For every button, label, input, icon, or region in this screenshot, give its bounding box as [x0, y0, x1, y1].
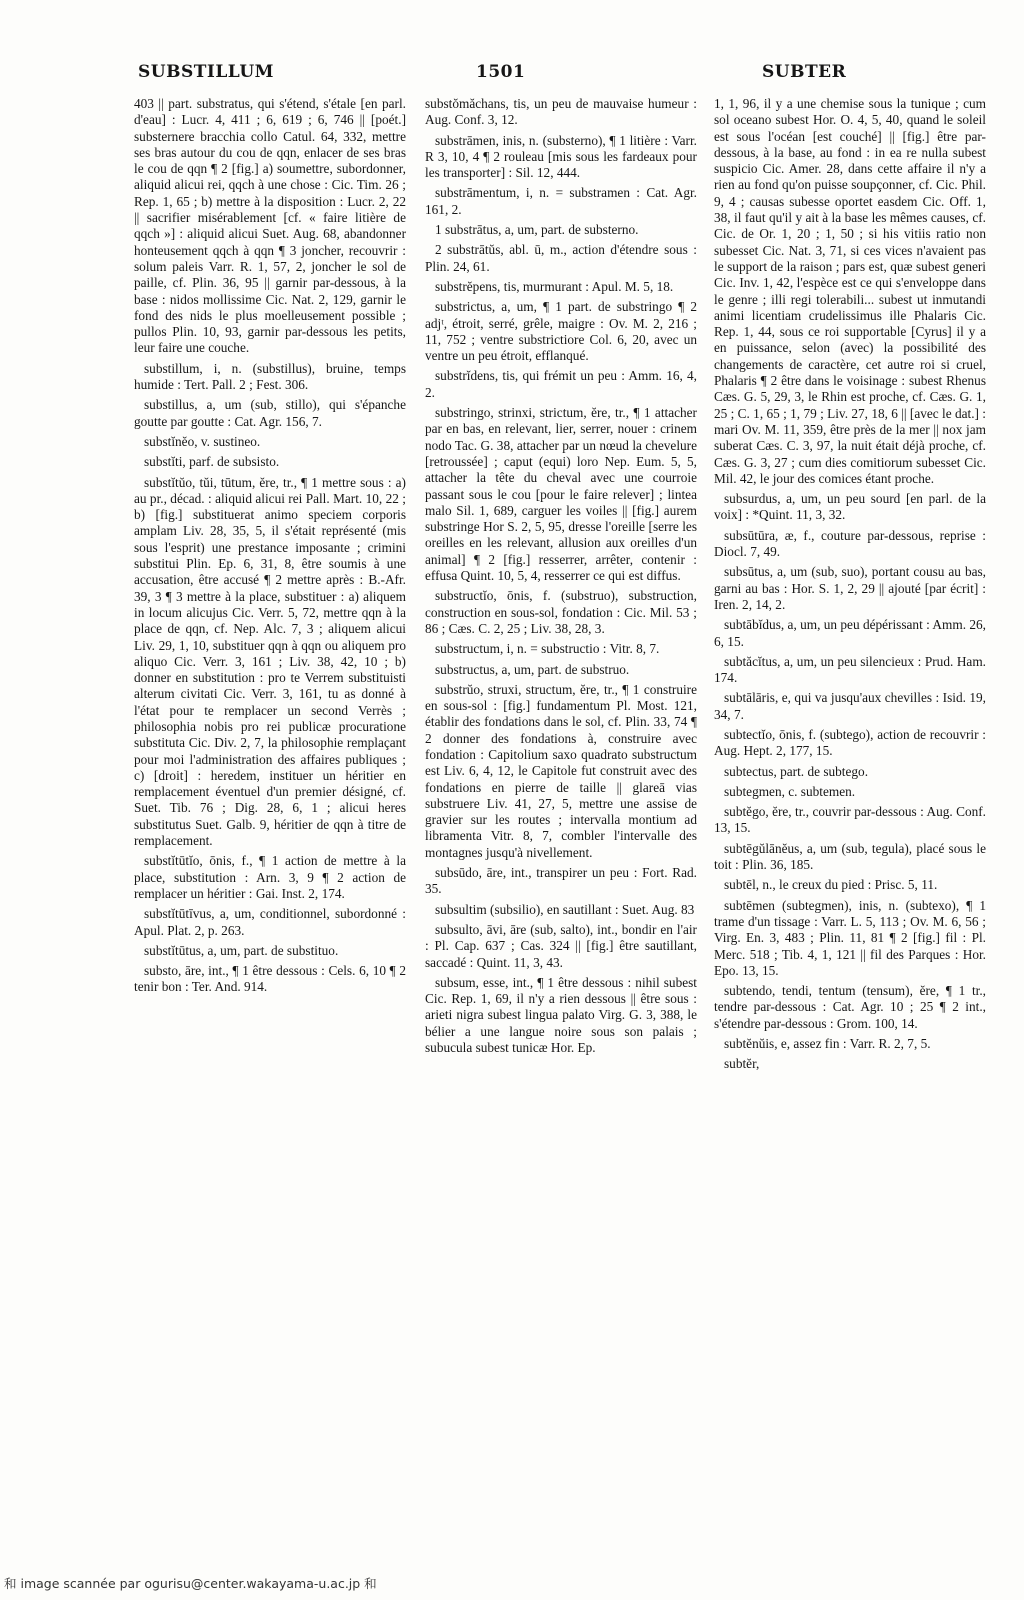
- page-header: [0, 62, 1024, 96]
- dictionary-entry: subsūtus, a, um (sub, suo), portant cousu au bas, garni au bas : Hor. S. 1, 2, 29 || ajouté [par écrit] : Iren. 2, 14, 2.: [714, 564, 986, 612]
- dictionary-entry: substructĭo, ōnis, f. (substruo), substruction, construction en sous-sol, fondation : Cic. Mil. 53 ; 86 ; Cæs. C. 2, 25 ; Liv. 38, 28, 3.: [425, 588, 697, 636]
- dictionary-entry: subsultim (subsilio), en sautillant : Suet. Aug. 83: [435, 901, 695, 917]
- scan-credit: 和 image scannée par ogurisu@center.wakayama-u.ac.jp 和: [4, 1576, 377, 1591]
- dictionary-entry: subtēmen (subtegmen), inis, n. (subtexo), ¶ 1 trame d'un tissage : Varr. L. 5, 113 ; Ov. M. 6, 56 ; Virg. En. 3, 483 ; Plin. 11, 81 ¶ 2 [fig.] fil : Pl. Merc. 518 ; Tib. 4, 1, 121 || fil des Parques : Hor. Epo. 13, 15.: [714, 897, 986, 978]
- dictionary-entry: substrictus, a, um, ¶ 1 part. de substringo ¶ 2 adjᵗ, étroit, serré, grêle, maigre : Ov. M. 2, 216 ; 11, 752 ; ventre substrictiore Col. 6, 20, avec un ventre un peu étroit, efflanqué.: [425, 299, 697, 364]
- dictionary-entry: substĭtūtīvus, a, um, conditionnel, subordonné : Apul. Plat. 2, p. 263.: [134, 906, 406, 938]
- dictionary-entry: substillus, a, um (sub, stillo), qui s'épanche goutte par goutte : Cat. Agr. 156, 7.: [134, 397, 406, 429]
- dictionary-entry: subsūtūra, æ, f., couture par-dessous, reprise : Diocl. 7, 49.: [714, 527, 986, 560]
- column-2: [425, 96, 697, 1546]
- dictionary-entry: substrŭo, struxi, structum, ĕre, tr., ¶ 1 construire en sous-sol : [fig.] fundamentum Pl. Most. 121, établir des fondations dans le sol, cf. Plin. 33, 74 ¶ 2 donner des fondations à, construire avec fondation : Capitolium saxo quadrato substructum est Liv. 6, 4, 12, le Capitole fut construit avec des fondations en pierre de taille || glareā vias substruere Liv. 41, 27, 5, mettre une assise de gravier sur les routes ; intervalla montium ad libramenta Vitr. 8, 7, combler l'intervalle des montagnes jusqu'à nivellement.: [425, 681, 697, 860]
- dictionary-entry: subtābĭdus, a, um, un peu dépérissant : Amm. 26, 6, 15.: [714, 617, 986, 649]
- header-right-headword: SUBTER: [762, 62, 847, 82]
- dictionary-entry: substringo, strinxi, strictum, ĕre, tr., ¶ 1 attacher par en bas, en relevant, lier, serrer, nouer : crinem nodo Tac. G. 38, attacher par un nœud la chevelure [retroussée] ; caput (equi) loro Nep. Eum. 5, 5, attacher la tête du cheval avec une courroie passant sous le cou [pour le faire relever] ; lintea malo Sil. 1, 689, carguer les voiles || [fig.] aurem substringe Hor S. 2, 5, 95, dresse l'oreille [serre les oreilles en les relevant, allusion aux oreilles d'un animal] ¶ 2 [fig.] resserrer, arrêter, contenir : effusa Quint. 10, 5, 4, resserrer ce qui est diffus.: [425, 405, 697, 584]
- column-3: [714, 96, 986, 1546]
- dictionary-entry: substrĭdens, tis, qui frémit un peu : Amm. 16, 4, 2.: [425, 368, 697, 400]
- dictionary-entry: subtegmen, c. subtemen.: [724, 783, 856, 799]
- dictionary-entry: subtālāris, e, qui va jusqu'aux chevilles : Isid. 19, 34, 7.: [714, 690, 986, 722]
- dictionary-entry: substĭtūtus, a, um, part. de substituo.: [144, 942, 339, 958]
- dictionary-entry: subtēgŭlānĕus, a, um (sub, tegula), placé sous le toit : Plin. 36, 185.: [714, 840, 986, 873]
- dictionary-entry: subsurdus, a, um, un peu sourd [en parl. de la voix] : *Quint. 11, 3, 32.: [714, 491, 986, 523]
- dictionary-entry: 1 substrātus, a, um, part. de substerno.: [435, 222, 639, 238]
- dictionary-entry: substrāmen, inis, n. (substerno), ¶ 1 litière : Varr. R 3, 10, 4 ¶ 2 rouleau [mis sous les fardeaux pour les transporter] : Sil. 12, 444.: [425, 132, 697, 181]
- dictionary-columns: [130, 96, 994, 1546]
- dictionary-entry: 403 || part. substratus, qui s'étend, s'étale [en parl. d'eau] : Lucr. 4, 411 ; 6, 619 ; 6, 746 || [poét.] substernere bracchia collo Catul. 64, 332, mettre ses bras autour du cou de qqn, enlacer de ses bras le cou de qqn ¶ 2 [fig.] a) soumettre, subordonner, aliquid alicui rei, qqch à une chose : Cic. Tim. 26 ; Rep. 1, 65 ; b) mettre à la disposition : Lucr. 2, 22 || sacrifier misérablement [cf. « faire litière de qqch »] : aliquid alicui Suet. Aug. 68, abandonner honteusement qqch à qqn ¶ 3 joncher, recouvrir : solum paleis Varr. R. 1, 57, 2, joncher le sol de paille, cf. Plin. 36, 95 || garnir par-dessous, à la base : nidos mollissime Cic. Nat. 2, 129, garnir le fond des nids le plus moelleusement possible ; pullos Plin. 10, 93, garnir par-dessous les petits, leur faire une couche.: [134, 96, 406, 356]
- dictionary-entry: subtăcĭtus, a, um, un peu silencieux : Prud. Ham. 174.: [714, 653, 986, 686]
- dictionary-entry: substo, āre, int., ¶ 1 être dessous : Cels. 6, 10 ¶ 2 tenir bon : Ter. And. 914.: [134, 963, 406, 995]
- dictionary-entry: subsulto, āvi, āre (sub, salto), int., bondir en l'air : Pl. Cap. 637 ; Cas. 324 || [fig.] être sautillant, saccadé : Quint. 11, 3, 43.: [425, 921, 697, 970]
- dictionary-entry: subtectĭo, ōnis, f. (subtego), action de recouvrir : Aug. Hept. 2, 177, 15.: [714, 726, 986, 759]
- dictionary-entry: 2 substrātŭs, abl. ū, m., action d'étendre sous : Plin. 24, 61.: [425, 242, 697, 274]
- dictionary-entry: substĭtŭo, tŭi, tūtum, ĕre, tr., ¶ 1 mettre sous : a) au pr., décad. : aliquid alicui rei Pall. Mart. 10, 22 ; b) [fig.] substituerat animo speciem corporis amplam Liv. 28, 35, 5, il s'était représenté (mis sous l'esprit) une prestance imposante ; crimini substitui Plin. Ep. 6, 31, 8, être soumis à une accusation, être accusé ¶ 2 mettre après : B.-Afr. 39, 3 ¶ 3 mettre à la place, substituer : a) aliquem in locum alicujus Cic. Verr. 5, 72, mettre qqn à la place de qqn, cf. Nep. Alc. 7, 3 ; aliquem alicui Liv. 29, 1, 10, substituer qqn à qqn ou aliquem pro aliquo Cic. Verr. 3, 161 ; Liv. 38, 42, 10 ; b) donner en substitution : pro te Verrem substituisti alterum civitati Cic. Verr. 3, 161, tu as donné à l'état pour te remplacer un second Verrès ; philosophia nobis pro rei publicæ procuratione substituta Cic. Div. 2, 7, la philosophie remplaçant pour moi l'administration des affaires publiques ; c) [droit] : heredem, instituer un héritier en remplacement éventuel d'un premier désigné, cf. Suet. Tib. 76 ; Dig. 28, 6, 1 ; alicui heres substitutus Suet. Galb. 9, héritier de qqn à titre de remplacement.: [134, 474, 406, 849]
- dictionary-entry: substrĕpens, tis, murmurant : Apul. M. 5, 18.: [435, 278, 674, 294]
- dictionary-entry: substillum, i, n. (substillus), bruine, temps humide : Tert. Pall. 2 ; Fest. 306.: [134, 360, 406, 393]
- dictionary-entry: substructum, i, n. = substructio : Vitr. 8, 7.: [435, 641, 660, 657]
- dictionary-entry: subtĕgo, ĕre, tr., couvrir par-dessous : Aug. Conf. 13, 15.: [714, 804, 986, 836]
- dictionary-entry: subtĕr,: [724, 1056, 760, 1072]
- dictionary-entry: substĭnĕo, v. sustineo.: [144, 433, 261, 449]
- dictionary-entry: subsum, esse, int., ¶ 1 être dessous : nihil subest Cic. Rep. 1, 69, il n'y a rien dessous || être sous : arieti nigra subest lingua palato Virg. G. 3, 388, le bélier a une langue noire sous son palais ; subucula subest tunicæ Hor. Ep.: [425, 974, 697, 1056]
- dictionary-entry: substĭti, parf. de subsisto.: [144, 454, 280, 470]
- dictionary-entry: substrāmentum, i, n. = substramen : Cat. Agr. 161, 2.: [425, 185, 697, 217]
- dictionary-entry: subtēl, n., le creux du pied : Prisc. 5, 11.: [724, 877, 938, 893]
- dictionary-entry: substructus, a, um, part. de substruo.: [435, 661, 630, 677]
- dictionary-entry: substŏmăchans, tis, un peu de mauvaise humeur : Aug. Conf. 3, 12.: [425, 96, 697, 128]
- header-left-headword: SUBSTILLUM: [138, 62, 274, 82]
- column-1: [134, 96, 406, 1546]
- dictionary-entry: 1, 1, 96, il y a une chemise sous la tunique ; cum sol oceano subest Hor. O. 4, 5, 40, quand le soleil est sous l'océan [est couché] || [fig.] être par-dessous, à la base, au fond : in ea re nulla subest suspicio Cic. Amer. 28, dans cette affaire il n'y a rien au fond qu'on puisse soupçonner, cf. Cic. Phil. 9, 4 ; causas subesse oportet easdem Cic. Off. 1, 38, il faut qu'il y ait à la base les mêmes causes, cf. Cic. de Or. 1, 20 ; 1, 50 ; si his vitiis ratio non subesset Cic. Nat. 3, 71, si ces vices n'avaient pas le support de la raison ; pars est, quæ subest generi Cic. Inv. 1, 42, l'espèce est ce qui s'enveloppe dans le genre ; illi regi tolerabili... subest ut inmutandi animi licentiam crudelissimus ille Phalaris Cic. Rep. 1, 44, sous ce roi supportable [Cyrus] il y a en puissance, selon (avec) la possibilité des changements de caractère, cet autre roi si cruel, Phalaris ¶ 2 être dans le voisinage : subest Rhenus Cæs. G. 5, 29, 3, le Rhin est proche, cf. Cæs. G. 1, 25 ; C. 1, 65 ; 1, 79 ; Liv. 27, 18, 6 || [avec le dat.] : mari Ov. M. 11, 359, être près de la mer || nox jam suberat Cæs. C. 3, 97, la nuit était déjà proche, cf. Cæs. G. 3, 27 ; cum dies comitiorum subesset Cic. Mil. 42, le jour des comices étant proche.: [714, 96, 986, 486]
- dictionary-entry: subsūdo, āre, int., transpirer un peu : Fort. Rad. 35.: [425, 865, 697, 897]
- dictionary-entry: substĭtūtĭo, ōnis, f., ¶ 1 action de mettre à la place, substitution : Arn. 3, 9 ¶ 2 action de remplacer un héritier : Gai. Inst. 2, 174.: [134, 853, 406, 901]
- dictionary-entry: subtendo, tendi, tentum (tensum), ĕre, ¶ 1 tr., tendre par-dessous : Cat. Agr. 10 ; 25 ¶ 2 int., s'étendre par-dessous : Grom. 100, 14.: [714, 983, 986, 1031]
- dictionary-entry: subtĕnŭis, e, assez fin : Varr. R. 2, 7, 5.: [724, 1036, 931, 1052]
- dictionary-entry: subtectus, part. de subtego.: [724, 763, 869, 779]
- page-number: 1501: [476, 62, 526, 82]
